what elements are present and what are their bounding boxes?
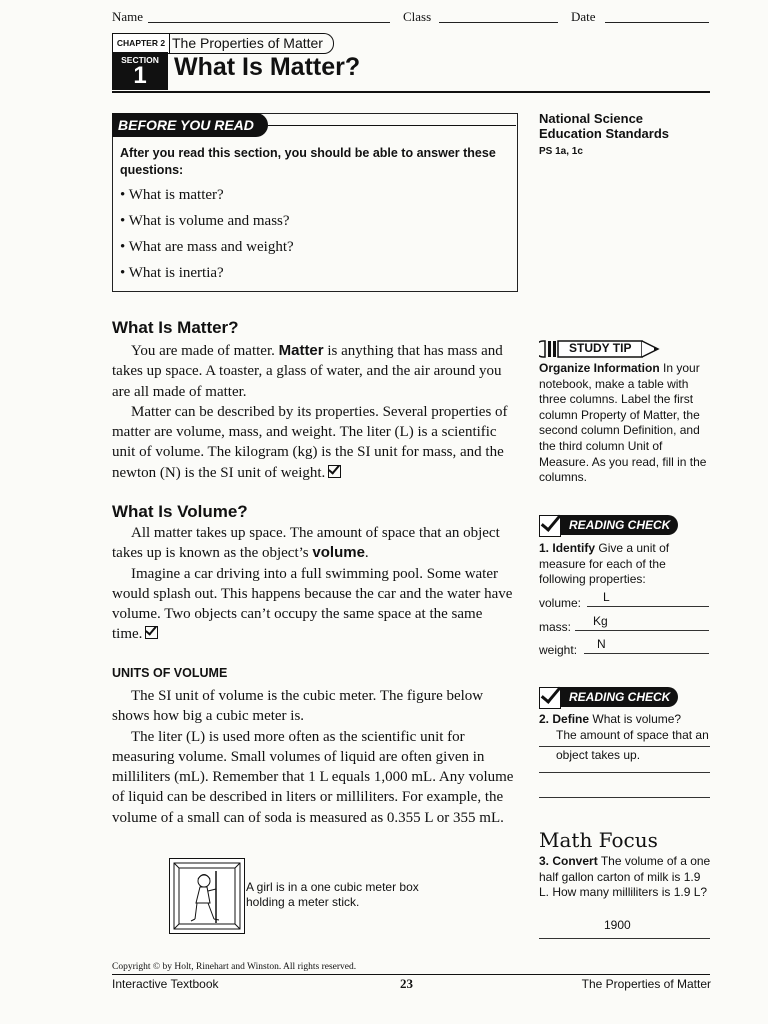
term-volume: volume	[312, 544, 365, 562]
before-you-read-tab: BEFORE YOU READ	[112, 113, 268, 137]
weight-answer[interactable]: N	[597, 637, 606, 651]
tab-rule	[268, 125, 516, 126]
answer-line[interactable]	[539, 772, 710, 773]
units-heading: UNITS OF VOLUME	[112, 666, 228, 680]
check-icon	[539, 515, 561, 537]
volume-definition-line-1[interactable]: The amount of space that an	[556, 728, 709, 742]
study-tip-text: Organize Information In your notebook, make a table with three columns. Label the first column Property of Matter, the second column Definition, and the third column Unit of Measure. As you read, fill in the columns.	[539, 361, 707, 485]
volume-answer[interactable]: L	[603, 590, 610, 604]
units-paragraph-1: The SI unit of volume is the cubic meter. The figure below shows how big a cubic meter is.	[112, 688, 484, 725]
question-item: • What is volume and mass?	[120, 213, 290, 229]
date-label: Date	[571, 9, 596, 24]
copyright: Copyright © by Holt, Rinehart and Winston. All rights reserved.	[112, 962, 357, 972]
page-title: What Is Matter?	[174, 53, 361, 81]
page-number: 23	[400, 976, 413, 991]
term-matter: Matter	[278, 342, 324, 359]
volume-paragraph-1: All matter takes up space. The amount of space that an object takes up is known as the object’s volume.	[112, 525, 500, 562]
title-divider	[112, 91, 710, 93]
reading-check-label: READING CHECK	[561, 687, 678, 707]
answer-line[interactable]	[539, 746, 710, 747]
standards-codes: PS 1a, 1c	[539, 146, 583, 157]
weight-field-label: weight:	[539, 643, 578, 657]
footer-divider	[112, 974, 710, 975]
mass-answer[interactable]: Kg	[593, 614, 608, 628]
before-you-read-intro: After you read this section, you should be able to answer these questions:	[120, 146, 496, 177]
matter-body	[112, 341, 516, 483]
check-icon	[328, 465, 341, 478]
reading-check-label: READING CHECK	[561, 515, 678, 535]
girl-in-box-illustration	[170, 859, 244, 933]
footer-chapter-title: The Properties of Matter	[581, 977, 711, 991]
footer-book-title: Interactive Textbook	[112, 977, 219, 991]
reading-check-1-prompt: 1. Identify Give a unit of measure for each of the following properties:	[539, 541, 670, 587]
math-focus-answer[interactable]: 1900	[604, 918, 631, 932]
reading-check-badge-1	[539, 515, 679, 537]
figure-caption: A girl is in a one cubic meter box holding a meter stick.	[246, 880, 419, 909]
answer-line[interactable]	[539, 797, 710, 798]
chapter-title: The Properties of Matter	[168, 33, 334, 54]
study-tip-title: Organize Information	[539, 361, 660, 375]
date-field[interactable]	[605, 22, 709, 23]
name-field[interactable]	[148, 22, 390, 23]
volume-answer-line[interactable]	[587, 606, 709, 607]
check-icon	[145, 626, 158, 639]
question-item: • What is matter?	[120, 187, 224, 203]
mass-field-label: mass:	[539, 620, 572, 634]
study-tip-label: STUDY TIP	[569, 341, 632, 355]
standards-title: National Science Education Standards	[539, 111, 670, 141]
math-focus-prompt: 3. Convert The volume of a one half gallon carton of milk is 1.9 L. How many milliliters is 1.9 L?	[539, 854, 711, 900]
question-item: • What is inertia?	[120, 265, 224, 281]
check-icon	[539, 687, 561, 709]
volume-paragraph-2: Imagine a car driving into a full swimming pool. Some water would splash out. This happens because the car and the water have volume. Two objects can’t occupy the same space at the same time.	[112, 565, 513, 643]
class-field[interactable]	[439, 22, 558, 23]
volume-field-label: volume:	[539, 596, 582, 610]
cubic-meter-figure	[169, 858, 245, 934]
chapter-label: CHAPTER 2	[112, 33, 170, 54]
answer-line[interactable]	[539, 938, 710, 939]
question-item: • What are mass and weight?	[120, 239, 294, 255]
class-label: Class	[403, 9, 432, 24]
matter-paragraph-2: Matter can be described by its properties. Several properties of matter are volume, mass, and weight. The liter (L) is a scientific unit of volume. The kilogram (kg) is the SI unit for mass, and the newton (N) is the SI unit of weight.	[112, 403, 508, 481]
heading-what-is-matter: What Is Matter?	[112, 318, 239, 337]
matter-paragraph-1: You are made of matter. Matter is anything that has mass and takes up space. A toaster, a glass of water, and the air around you are all made of matter.	[112, 342, 503, 400]
section-word: SECTION	[121, 55, 159, 65]
volume-definition-line-2[interactable]: object takes up.	[556, 748, 641, 762]
section-badge	[112, 52, 168, 90]
name-label: Name	[112, 9, 144, 24]
weight-answer-line[interactable]	[584, 653, 709, 654]
volume-body	[112, 523, 516, 645]
units-paragraph-2: The liter (L) is used more often as the scientific unit for measuring volume. Small volumes of liquid are often given in milliliters (mL). Remember that 1 L equals 1,000 mL. Any volume of liquid can be described in liters or milliliters. For example, the volume of a small can of soda is measured as 0.355 L or 355 mL.	[112, 728, 514, 826]
heading-what-is-volume: What Is Volume?	[112, 502, 248, 521]
units-body	[112, 686, 516, 828]
mass-answer-line[interactable]	[575, 630, 709, 631]
math-focus-title: Math Focus	[539, 828, 658, 852]
reading-check-badge-2	[539, 687, 679, 709]
reading-check-2-prompt: 2. Define What is volume?	[539, 712, 682, 726]
section-number: 1	[133, 62, 147, 89]
